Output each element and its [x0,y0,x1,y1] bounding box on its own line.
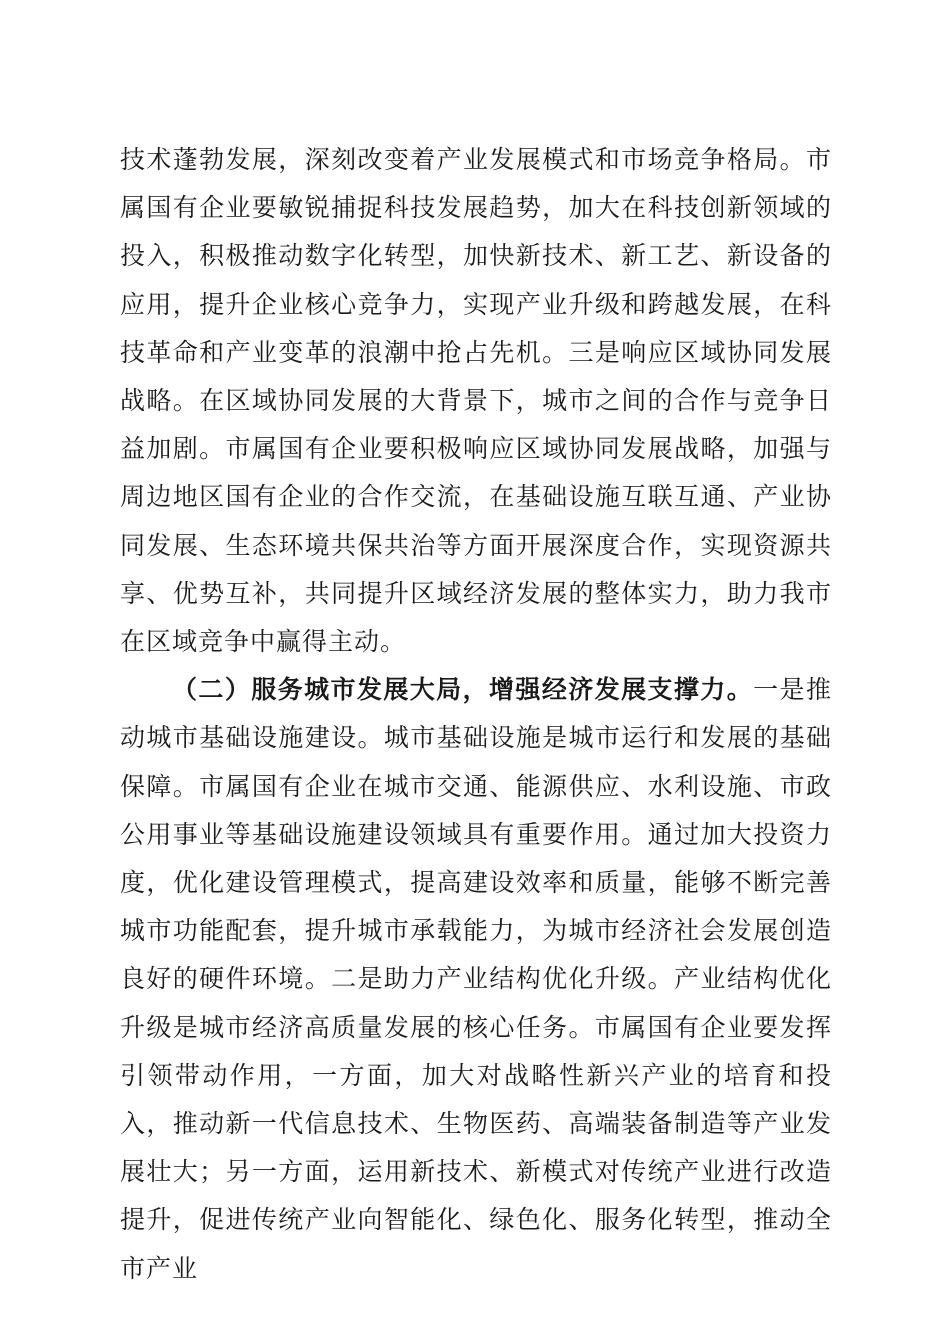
paragraph-continuation [120,136,832,666]
section-body-text: 一是推动城市基础设施建设。城市基础设施是城市运行和发展的基础保障。市属国有企业在城市交通、能源供应、水利设施、市政公用事业等基础设施建设领域具有重要作用。通过加大投资力度，优化建设管理模式，提高建设效率和质量，能够不断完善城市功能配套，提升城市承载能力，为城市经济社会发展创造良好的硬件环境。二是助力产业结构优化升级。产业结构优化升级是城市经济高质量发展的核心任务。市属国有企业要发挥引领带动作用，一方面，加大对战略性新兴产业的培育和投入，推动新一代信息技术、生物医药、高端装备制造等产业发展壮大；另一方面，运用新技术、新模式对传统产业进行改造提升，促进传统产业向智能化、绿色化、服务化转型，推动全市产业 [120,675,832,1283]
document-body [120,136,832,1293]
section-paragraph [120,666,832,1293]
paragraph-1-text: 技术蓬勃发展，深刻改变着产业发展模式和市场竞争格局。市属国有企业要敏锐捕捉科技发展趋势，加大在科技创新领域的投入，积极推动数字化转型，加快新技术、新工艺、新设备的应用，提升企业核心竞争力，实现产业升级和跨越发展，在科技革命和产业变革的浪潮中抢占先机。三是响应区域协同发展战略。在区域协同发展的大背景下，城市之间的合作与竞争日益加剧。市属国有企业要积极响应区域协同发展战略，加强与周边地区国有企业的合作交流，在基础设施互联互通、产业协同发展、生态环境共保共治等方面开展深度合作，实现资源共享、优势互补，共同提升区域经济发展的整体实力，助力我市在区域竞争中赢得主动。 [120,145,832,657]
section-heading: （二）服务城市发展大局，增强经济发展支撑力。 [172,675,754,705]
